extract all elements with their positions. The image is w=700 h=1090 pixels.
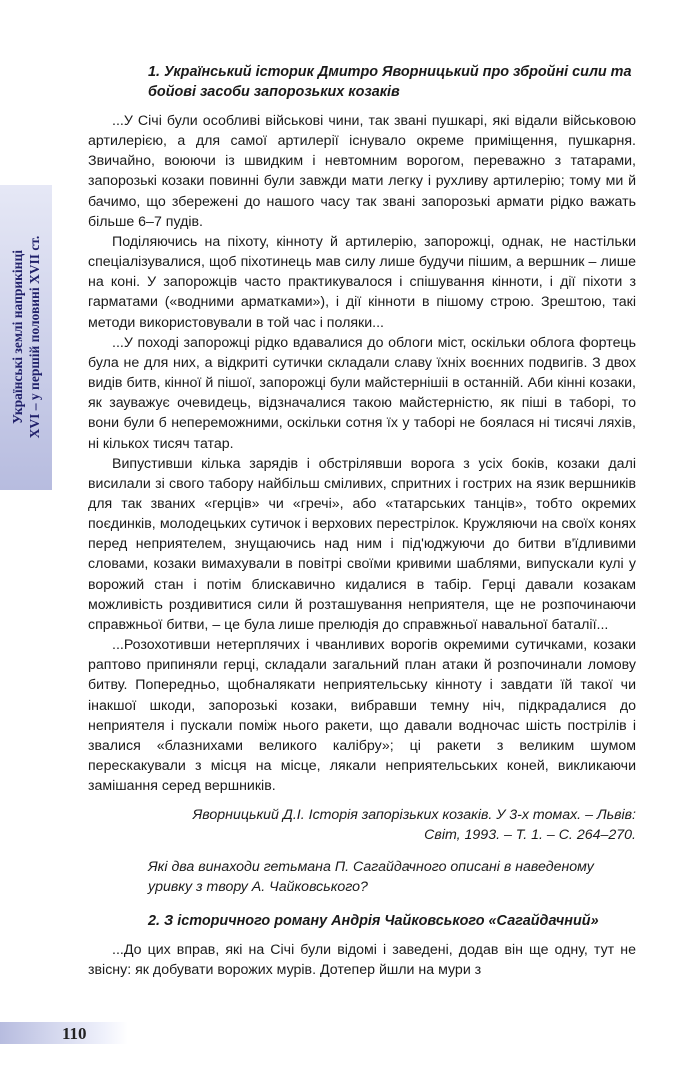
review-question: Які два винаходи гетьмана П. Сагайдачного описані в наведеному уривку з твору А. Чайковського?	[148, 859, 594, 896]
paragraph-1: ...У Січі були особливі військові чини, так звані пушкарі, які відали військовою артилерією, а для самої артилерії існувало окреме приміщення, пушкарня. Звичайно, воюючи із швидким і невтомним ворогом, переважно з татарами, запорозькі козаки повинні були завжди мати легку і рухливу артилерію; тому ми й бачимо, що збережені до нашого часу так звані запорозькі армати рідко важать більше 6–7 пудів.	[88, 113, 636, 230]
paragraph-4: Випустивши кілька зарядів і обстрілявши ворога з усіх боків, козаки далі висилали зі свого табору найбільш сміливих, спритних і гострих на язик вершників для так званих «герців» чи «гречі», або «татарських танців», тобто окремих поєдинків, молодецьких сутичок і верхових перестрілок. Кружляючи на своїх конях перед неприятелем, знущаючись над ним і під'юджуючи до битви в'їдливими словами, козаки вимахували в повітрі своїми кривими шаблями, випускали кулі у ворожий стан і потім блискавично кидалися в табір. Герці давали козакам можливість роздивитися сили й розташування неприятеля, ще не розпочинаючи справжньої битви, – це була лише прелюдія до справжньої навальної баталії...	[88, 455, 636, 633]
chapter-title-line-1: Українські землі наприкінці	[10, 250, 25, 424]
page-number: 110	[62, 1024, 87, 1043]
paragraph-5: ...Розохотивши нетерплячих і чванливих ворогів окремими сутичками, козаки раптово припиняли герці, складали загальний план атаки й розпочинали ломову битву. Попередньо, щобналякати неприятельську кінноту і завдати їй такої чи інакшої шкоди, запорозькі козаки, вибравши темну ніч, підкрадалися до неприятеля і пускали поміж нього ракети, що давали водночас шість пострілів і звалися «блазнихами великого калібру»; ці ракети з великим шумом перескакували з місця на місце, лякали неприятельських коней, викликаючи замішання серед вершників.	[88, 637, 636, 795]
source-line-1: Яворницький Д.І. Історія запорізьких козаків. У 3-х томах. – Львів:	[192, 807, 636, 824]
source-citation	[88, 805, 636, 845]
paragraph-3: ...У поході запорожці рідко вдавалися до облоги міст, оскільки облога фортець була не для них, а відкриті сутички складали славу їхніх воєнних подвигів. З двох видів битв, кінної й пішої, запорожці були майстернішіі в останній. Аби кінні козаки, як зауважує очевидець, відзначалися такою майстерністю, як піші в таборі, то вони були б непереможними, оскільки сотня їх у таборі не боялася ні тисячі ляхів, ні кількох тисяч татар.	[88, 334, 636, 452]
section-2-paragraph: ...До цих вправ, які на Січі були відомі і заведені, додав він ще одну, тут не звісну: як добувати ворожих мурів. Дотепер йшли на мури з	[88, 942, 636, 979]
source-line-2: Світ, 1993. – Т. 1. – С. 264–270.	[424, 827, 636, 844]
page-content	[88, 62, 636, 981]
chapter-title-line-2: XVI – у першій половині XVII ст.	[27, 235, 42, 439]
paragraph-2: Поділяючись на піхоту, кінноту й артилерію, запорожці, однак, не настільки спеціалізувалися, щоб піхотинець мав силу лише будучи пішим, а вершник – лише на коні. У запорожців часто практикувалося і спішування кінноти, і дії піхоти з гарматами («водними арматками»), і дії кінноти в пішому строю. Зрештою, такі методи використовували в той час і поляки...	[88, 233, 636, 331]
section-1-heading: 1. Український історик Дмитро Яворницький про збройні сили та бойові засоби запорозьких козаків	[148, 64, 632, 100]
section-2-heading: 2. З історичного роману Андрія Чайковського «Сагайдачний»	[148, 913, 599, 930]
chapter-title-vertical	[9, 187, 43, 487]
